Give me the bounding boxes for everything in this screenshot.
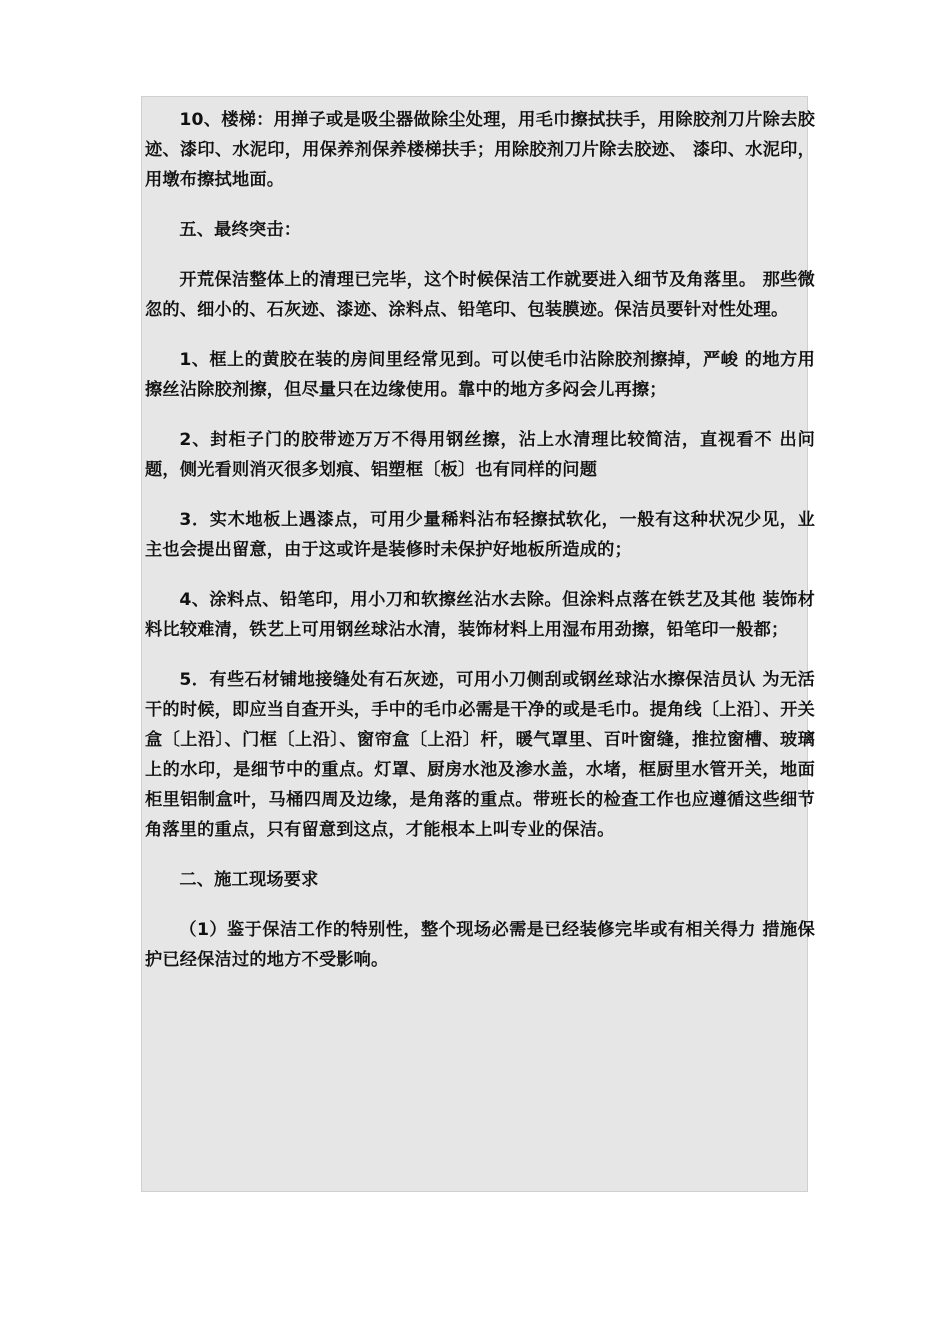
section-heading-final-assault: 五、最终突击： [179,220,302,240]
document-body [145,105,815,995]
paragraph-item-5: 5．有些石材铺地接缝处有石灰迹，可用小刀侧刮或钢丝球沾水擦保洁员认 为无活干的时候，即应当自查开头，手中的毛巾必需是干净的或是毛巾。提角线〔上沿〕、开关盒〔上沿〕、门框〔上沿〕、窗帘盒〔上沿〕杆，暖气罩里、百叶窗缝，推拉窗槽、玻璃上的水印，是细节中的重点。灯罩、厨房水池及渗水盖，水堵，框厨里水管开关，地面柜里铝制盒叶，马桶四周及边缘，是角落的重点。带班长的检查工作也应遵循这些细节角落里的重点，只有留意到这点，才能根本上叫专业的保洁。 [145,670,815,840]
paragraph-item-2: 2、封柜子门的胶带迹万万不得用钢丝擦，沾上水清理比较简洁，直视看不 出问题，侧光看则消灭很多划痕、铝塑框〔板〕也有同样的问题 [145,430,815,480]
paragraph-item-1: 1、框上的黄胶在装的房间里经常见到。可以使毛巾沾除胶剂擦掉，严峻 的地方用擦丝沾除胶剂擦，但尽量只在边缘使用。靠中的地方多闷会儿再擦； [145,350,815,400]
paragraph-intro-details: 开荒保洁整体上的清理已完毕，这个时候保洁工作就要进入细节及角落里。 那些微忽的、细小的、石灰迹、漆迹、涂料点、铅笔印、包装膜迹。保洁员要针对性处理。 [145,270,815,320]
section-heading-site-requirements: 二、施工现场要求 [179,870,319,890]
document-page [141,96,815,1192]
paragraph-item-4: 4、涂料点、铅笔印，用小刀和软擦丝沾水去除。但涂料点落在铁艺及其他 装饰材料比较难清，铁艺上可用钢丝球沾水清，装饰材料上用湿布用劲擦，铅笔印一般都； [145,590,815,640]
paragraph-requirement-1: （1）鉴于保洁工作的特别性，整个现场必需是已经装修完毕或有相关得力 措施保护已经保洁过的地方不受影响。 [145,920,815,970]
paragraph-stairs: 10、楼梯：用掸子或是吸尘器做除尘处理，用毛巾擦拭扶手，用除胶剂刀片除去胶迹、漆印、水泥印，用保养剂保养楼梯扶手；用除胶剂刀片除去胶迹、 漆印、水泥印，用墩布擦拭地面。 [145,110,815,190]
paragraph-item-3: 3．实木地板上遇漆点，可用少量稀料沾布轻擦拭软化，一般有这种状况少见，业主也会提出留意，由于这或许是装修时未保护好地板所造成的； [145,510,815,560]
